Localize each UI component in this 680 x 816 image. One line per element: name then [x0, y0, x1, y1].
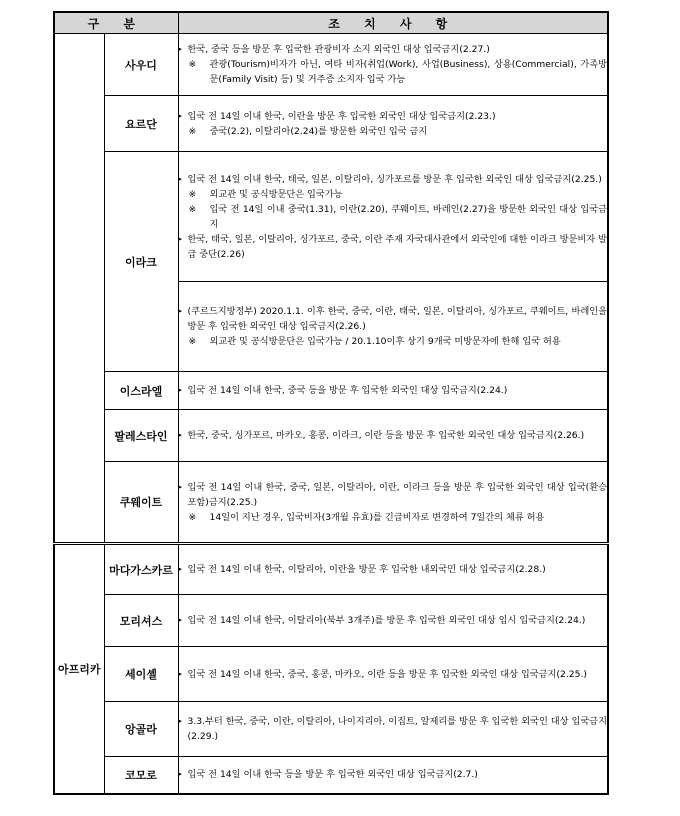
bullet-icon: ▸: [178, 717, 183, 725]
country-cell: 이라크: [104, 152, 178, 372]
measure-bullet: ▸ 입국 전 14일 이내 한국, 이란을 방문 후 입국한 외국인 대상 입국금지(2.23.): [178, 110, 496, 122]
note-mark-icon: ※: [188, 59, 197, 70]
country-cell: 세이셸: [104, 647, 178, 702]
measure-note: ※ 입국 전 14일 이내 중국(1.31), 이란(2.20), 쿠웨이트, 바레인(2.27)을 방문한 외국인 대상 입국금지: [188, 203, 607, 230]
country-cell: 쿠웨이트: [104, 462, 178, 544]
bullet-icon: ▸: [178, 565, 183, 573]
entry-restriction-table: [53, 11, 609, 795]
measure-cell: [178, 282, 608, 372]
header-row: [54, 12, 608, 34]
bullet-icon: ▸: [178, 174, 183, 183]
measure-bullet: ▸ 입국 전 14일 이내 한국, 중국 등을 방문 후 입국한 외국인 대상 입국금지(2.24.): [178, 385, 508, 396]
measure-cell: [178, 595, 608, 647]
note-mark-icon: ※: [188, 203, 197, 215]
measure-bullet: ▸ 입국 전 14일 이내 한국, 중국, 일본, 이탈리아, 이란, 이라크 등을 방문 후 입국한 외국인 대상 입국(환승 포함)금지(2.25.): [178, 481, 607, 508]
measure-bullet: ▸ 입국 전 14일 이내 한국, 태국, 일본, 이탈리아, 싱가포르를 방문 후 입국한 외국인 대상 입국금지(2.25.): [178, 173, 602, 185]
table-row: [54, 702, 608, 757]
measure-cell: [178, 96, 608, 152]
measure-cell: [178, 152, 608, 282]
measure-bullet: ▸ 입국 전 14일 이내 한국, 중국, 홍콩, 마카오, 이란 등을 방문 후 입국한 외국인 대상 입국금지(2.25.): [178, 668, 587, 680]
measure-cell: [178, 462, 608, 544]
table-row: [54, 34, 608, 96]
table-row: [54, 647, 608, 702]
measure-cell: [178, 647, 608, 702]
note-mark-icon: ※: [188, 511, 197, 523]
country-cell: 마다가스카르: [104, 544, 178, 595]
bullet-icon: ▸: [178, 770, 183, 779]
note-mark-icon: ※: [188, 336, 197, 347]
measure-note: ※ 관광(Tourism)비자가 아닌, 여타 비자(취업(Work), 사업(Business), 상용(Commercial), 가족방문(Family Visit) 등) 및 거주증 소지자 입국 가능: [188, 59, 607, 85]
bullet-icon: ▸: [178, 616, 183, 624]
table-row: [54, 410, 608, 462]
country-cell: 사우디: [104, 34, 178, 96]
measure-note: ※ 14일이 지난 경우, 입국비자(3개월 유효)를 긴급비자로 변경하여 7일간의 체류 허용: [188, 511, 545, 523]
country-cell: 모리셔스: [104, 595, 178, 647]
measure-bullet: ▸ 입국 전 14일 이내 한국 등을 방문 후 입국한 외국인 대상 입국금지(2.7.): [178, 769, 478, 781]
measure-bullet: ▸ 한국, 태국, 일본, 이탈리아, 싱가포르, 중국, 이란 주재 자국대사관에서 외국인에 대한 이라크 방문비자 발급 중단(2.26): [178, 233, 607, 260]
measure-bullet: ▸ 3.3.부터 한국, 중국, 이란, 이탈리아, 나이지리아, 이집트, 알제리를 방문 후 입국한 외국인 대상 입국금지(2.29.): [178, 716, 607, 742]
country-cell: 팔레스타인: [104, 410, 178, 462]
table-row: [54, 757, 608, 794]
country-cell: 앙골라: [104, 702, 178, 757]
measure-note: ※ 외교관 및 공식방문단은 입국가능 / 20.1.10이후 상기 9개국 미방문자에 한해 입국 허용: [188, 336, 561, 347]
bullet-icon: ▸: [178, 386, 183, 394]
measure-bullet: ▸ (쿠르드지방정부) 2020.1.1. 이후 한국, 중국, 이란, 태국, 일본, 이탈리아, 싱가포르, 쿠웨이트, 바레인을 방문 후 입국한 외국인 대상 입국금지(2.26.): [178, 306, 607, 332]
bullet-icon: ▸: [178, 111, 183, 120]
region-cell-africa: 아프리카: [54, 544, 104, 794]
measure-cell: [178, 702, 608, 757]
table-row: [54, 372, 608, 410]
measure-bullet: ▸ 입국 전 14일 이내 한국, 이탈리아, 이란을 방문 후 입국한 내외국민 대상 입국금지(2.28.): [178, 564, 546, 575]
region-cell-blank: [54, 34, 104, 544]
bullet-icon: ▸: [178, 431, 183, 439]
measure-cell: [178, 372, 608, 410]
header-category: 구 분: [54, 12, 178, 34]
bullet-icon: ▸: [178, 669, 183, 678]
table-row: [54, 595, 608, 647]
measure-note: ※ 외교관 및 공식방문단은 입국가능: [188, 188, 343, 200]
table-row: [54, 544, 608, 595]
country-cell: 코모로: [104, 757, 178, 794]
country-cell: 요르단: [104, 96, 178, 152]
header-measures: 조 치 사 항: [178, 12, 608, 34]
measure-note: ※ 중국(2.2), 이탈리아(2.24)를 방문한 외국인 입국 금지: [188, 125, 428, 137]
measure-cell: [178, 757, 608, 794]
bullet-icon: ▸: [178, 45, 183, 53]
note-mark-icon: ※: [188, 125, 197, 137]
table-row: [54, 96, 608, 152]
country-cell: 이스라엘: [104, 372, 178, 410]
measure-bullet: ▸ 한국, 중국 등을 방문 후 입국한 관광비자 소지 외국인 대상 입국금지(2.27.): [178, 44, 490, 55]
note-mark-icon: ※: [188, 188, 197, 200]
table-row: [54, 152, 608, 282]
measure-cell: [178, 410, 608, 462]
bullet-icon: ▸: [178, 482, 183, 491]
measure-bullet: ▸ 한국, 중국, 싱가포르, 마카오, 홍콩, 이라크, 이란 등을 방문 후 입국한 외국인 대상 입국금지(2.26.): [178, 430, 585, 441]
measure-cell: [178, 544, 608, 595]
measure-bullet: ▸ 입국 전 14일 이내 한국, 이탈리아(북부 3개주)를 방문 후 입국한 외국인 대상 임시 입국금지(2.24.): [178, 615, 586, 626]
bullet-icon: ▸: [178, 234, 183, 243]
measure-cell: [178, 34, 608, 96]
bullet-icon: ▸: [178, 307, 183, 315]
table-row: [54, 462, 608, 544]
